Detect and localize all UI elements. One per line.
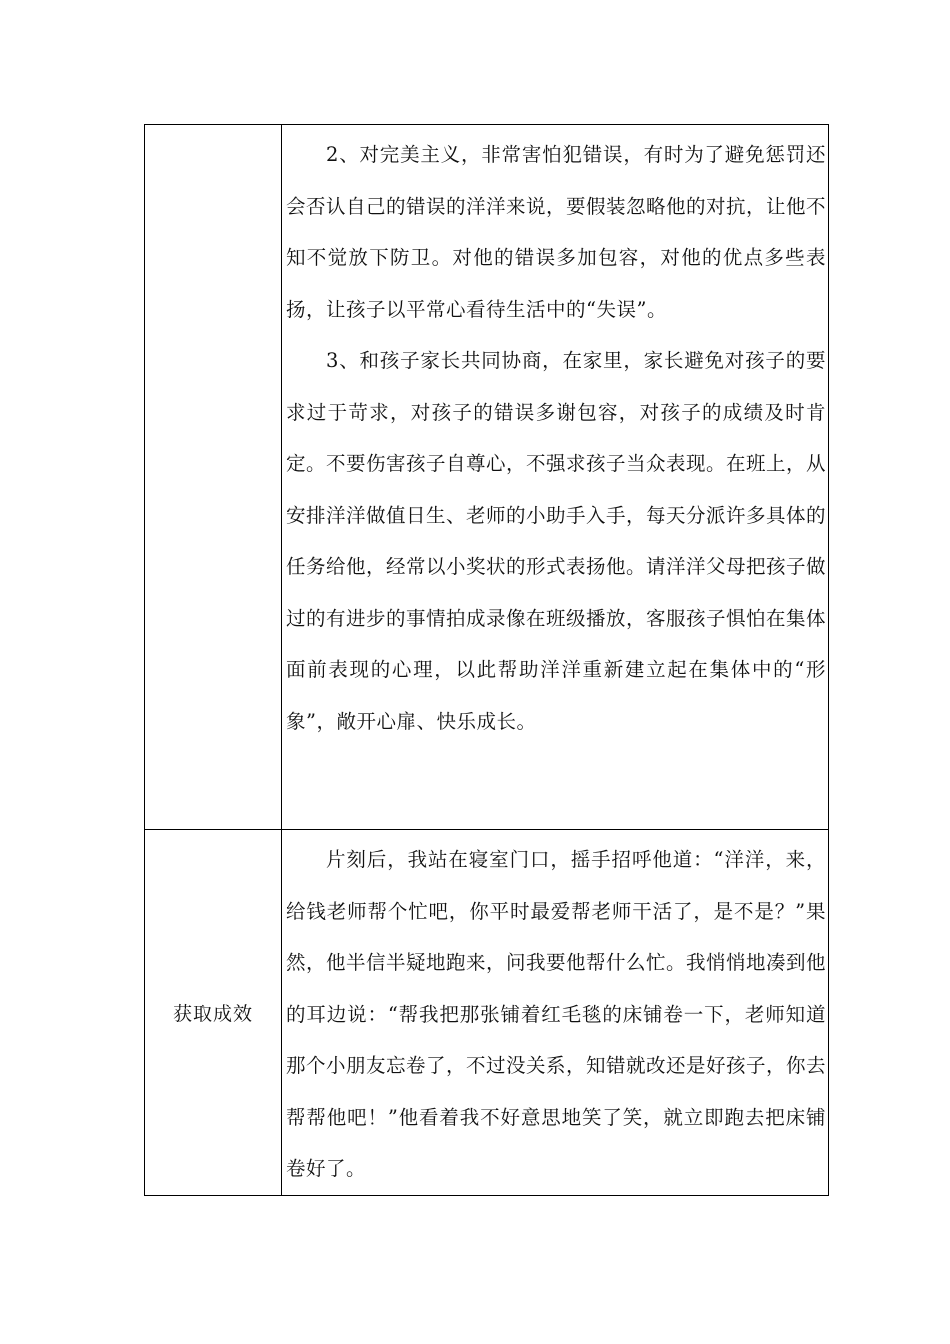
table-row-results xyxy=(145,830,829,1196)
paragraph-measure-2: 2、对完美主义，非常害怕犯错误，有时为了避免惩罚还会否认自己的错误的洋洋来说，要假装忽略他的对抗，让他不知不觉放下防卫。对他的错误多加包容，对他的优点多些表扬，让孩子以平常心看待生活中的“失误”。 xyxy=(286,143,827,321)
row-label-measures xyxy=(145,125,282,830)
paragraph-results: 片刻后，我站在寝室门口，摇手招呼他道：“洋洋，来，给钱老师帮个忙吧，你平时最爱帮老师干活了，是不是？”果然，他半信半疑地跑来，问我要他帮什么忙。我悄悄地凑到他的耳边说：“帮我把那张铺着红毛毯的床铺卷一下，老师知道那个小朋友忘卷了，不过没关系，知错就改还是好孩子，你去帮帮他吧！”他看着我不好意思地笑了笑，就立即跑去把床铺卷好了。 xyxy=(286,848,827,1180)
paragraph-measure-3: 3、和孩子家长共同协商，在家里，家长避免对孩子的要求过于苛求，对孩子的错误多谢包容，对孩子的成绩及时肯定。不要伤害孩子自尊心，不强求孩子当众表现。在班上，从安排洋洋做值日生、老师的小助手入手，每天分派许多具体的任务给他，经常以小奖状的形式表扬他。请洋洋父母把孩子做过的有进步的事情拍成录像在班级播放，客服孩子惧怕在集体面前表现的心理，以此帮助洋洋重新建立起在集体中的“形象”，敞开心扉、快乐成长。 xyxy=(286,349,827,733)
record-table xyxy=(144,124,829,1196)
table-row-measures xyxy=(145,125,829,830)
row-label-results: 获取成效 xyxy=(145,830,282,1196)
row-content-results xyxy=(282,830,829,1196)
row-content-measures xyxy=(282,125,829,830)
